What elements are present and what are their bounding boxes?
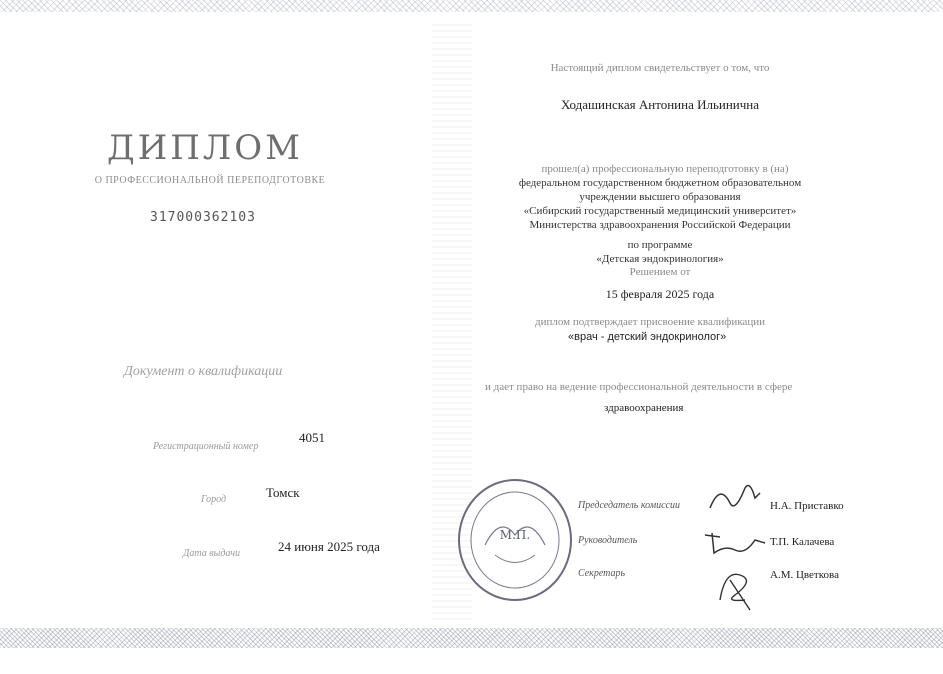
program-label: по программе <box>627 239 693 251</box>
decision-label: Решением от <box>629 266 691 278</box>
chair-signature <box>705 478 765 518</box>
head-name: Т.П. Калачева <box>770 536 835 548</box>
decision-date: 15 февраля 2025 года <box>605 287 715 301</box>
training-line-3: учреждении высшего образования <box>579 191 741 203</box>
secretary-name: А.М. Цветкова <box>770 569 839 581</box>
serial-number: 317000362103 <box>150 210 256 225</box>
top-ornamental-border <box>0 0 943 12</box>
issue-date-value: 24 июня 2025 года <box>278 539 380 554</box>
diploma-subtitle: О ПРОФЕССИОНАЛЬНОЙ ПЕРЕПОДГОТОВКЕ <box>94 175 326 186</box>
rights-text: и дает право на ведение профессиональной деятельности в сфере <box>485 381 793 393</box>
secretary-signature <box>710 560 765 615</box>
registration-number: 4051 <box>299 430 325 445</box>
official-seal <box>455 475 575 605</box>
head-signature <box>700 525 770 560</box>
field-of-activity: здравоохранения <box>604 402 684 414</box>
registration-label: Регистрационный номер <box>153 441 259 452</box>
secretary-role: Секретарь <box>578 568 626 579</box>
certifies-text: Настоящий диплом свидетельствует о том, что <box>550 62 770 74</box>
head-role: Руководитель <box>578 535 638 546</box>
training-line-5: Министерства здравоохранения Российской Федерации <box>529 219 791 231</box>
confirms-text: диплом подтверждает присвоение квалификации <box>535 316 766 328</box>
chair-name: Н.А. Приставко <box>770 500 844 512</box>
document-type: Документ о квалификации <box>124 364 283 379</box>
holder-name: Ходашинская Антонина Ильинична <box>560 97 760 112</box>
issue-date-label: Дата выдачи <box>183 548 241 559</box>
seal-initials: М.П. <box>499 528 531 542</box>
training-line-2: федеральном государственном бюджетном образовательном <box>518 177 802 189</box>
program-name: «Детская эндокринология» <box>596 253 724 265</box>
chair-role: Председатель комиссии <box>578 500 681 511</box>
city-label: Город <box>201 494 227 505</box>
city-value: Томск <box>266 485 300 500</box>
training-line-1: прошел(а) профессиональную переподготовку в (на) <box>541 163 789 175</box>
bottom-ornamental-border <box>0 628 943 648</box>
training-line-4: «Сибирский государственный медицинский университет» <box>523 205 797 217</box>
qualification: «врач - детский эндокринолог» <box>568 331 727 343</box>
diploma-title: ДИПЛОМ <box>106 128 303 168</box>
